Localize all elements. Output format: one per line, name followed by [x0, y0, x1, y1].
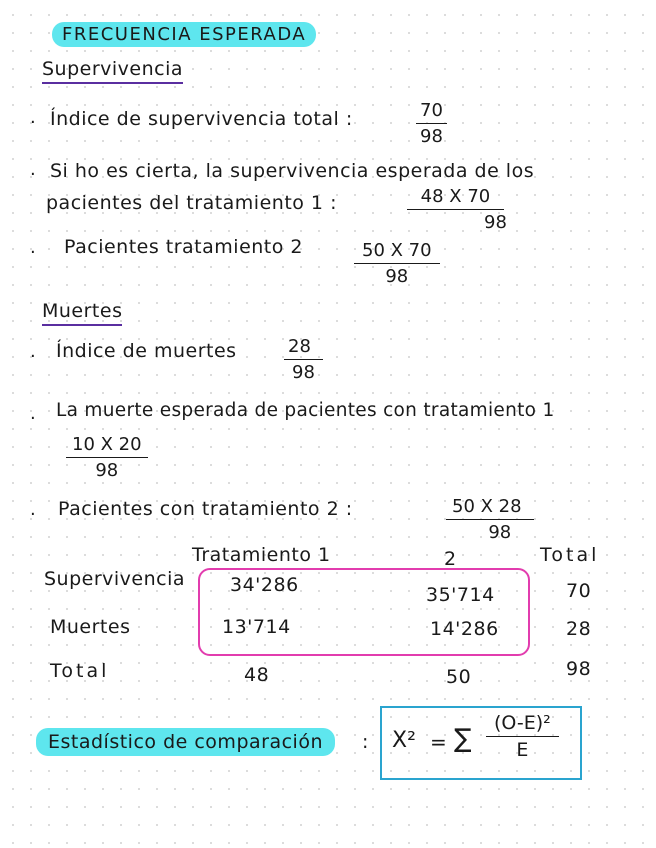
table-cell: 34'286 [230, 574, 299, 596]
formula-box [380, 706, 582, 780]
expected-survival-line1: Si ho es cierta, la supervivencia esperada de los [50, 160, 535, 182]
section-heading-muertes: Muertes [42, 300, 122, 326]
death-index-fraction [284, 336, 323, 383]
survival-index-label: Índice de supervivencia total : [50, 108, 353, 130]
fraction-numerator: 48 X 70 [407, 186, 505, 210]
formula-numerator: (O-E)² [486, 712, 559, 737]
expected-death-fraction [66, 434, 148, 481]
table-cell: 13'714 [222, 616, 291, 638]
formula-fraction [486, 712, 559, 761]
bullet-icon: · [30, 112, 36, 133]
table-cell: 48 [244, 664, 270, 686]
table-row-label-muertes: Muertes [50, 616, 131, 638]
fraction-numerator: 50 X 28 [446, 496, 534, 520]
table-cell: 50 [446, 666, 472, 688]
bullet-icon: · [30, 346, 36, 367]
survival-index-fraction [416, 100, 447, 147]
patients-t2-label: Pacientes tratamiento 2 [64, 236, 303, 258]
bullet-icon: · [30, 242, 36, 263]
table-cell: 70 [566, 580, 592, 602]
page-title: FRECUENCIA ESPERADA [52, 22, 316, 47]
table-row-label-total: Total [50, 660, 110, 682]
bullet-icon: · [30, 504, 36, 525]
statistic-colon: : [362, 731, 369, 753]
statistic-label: Estadístico de comparación [36, 728, 335, 756]
fraction-denominator: 98 [385, 266, 409, 287]
fraction-denominator: 98 [488, 522, 512, 543]
patients-death-t2-fraction [446, 496, 534, 543]
formula-equals: = [430, 730, 447, 754]
death-index-label: Índice de muertes [56, 340, 237, 362]
sum-icon: ∑ [454, 724, 472, 754]
fraction-numerator: 50 X 70 [354, 240, 440, 264]
table-cell: 98 [566, 658, 592, 680]
formula-lhs: X² [392, 728, 416, 753]
fraction-denominator: 98 [420, 126, 443, 147]
bullet-icon: · [30, 164, 36, 185]
table-header-t2: 2 [444, 548, 457, 570]
expected-survival-line2: pacientes del tratamiento 1 : [46, 192, 337, 214]
table-cell: 14'286 [430, 618, 499, 640]
bullet-icon: · [30, 408, 36, 429]
expected-death-label: La muerte esperada de pacientes con tratamiento 1 [56, 400, 555, 421]
table-cell: 28 [566, 618, 592, 640]
patients-t2-fraction [354, 240, 440, 287]
table-header-total: Total [540, 544, 600, 566]
table-cell: 35'714 [426, 584, 495, 606]
table-header-t1: Tratamiento 1 [192, 544, 331, 566]
fraction-denominator: 98 [95, 460, 119, 481]
fraction-denominator: 98 [484, 212, 507, 233]
formula-denominator: E [516, 739, 529, 761]
fraction-numerator: 70 [416, 100, 447, 124]
fraction-numerator: 28 [284, 336, 323, 360]
table-row-label-supervivencia: Supervivencia [44, 568, 186, 590]
expected-survival-t1-fraction [404, 186, 507, 233]
fraction-numerator: 10 X 20 [66, 434, 148, 458]
patients-death-t2-label: Pacientes con tratamiento 2 : [58, 498, 353, 520]
fraction-denominator: 98 [292, 362, 315, 383]
section-heading-supervivencia: Supervivencia [42, 58, 183, 84]
